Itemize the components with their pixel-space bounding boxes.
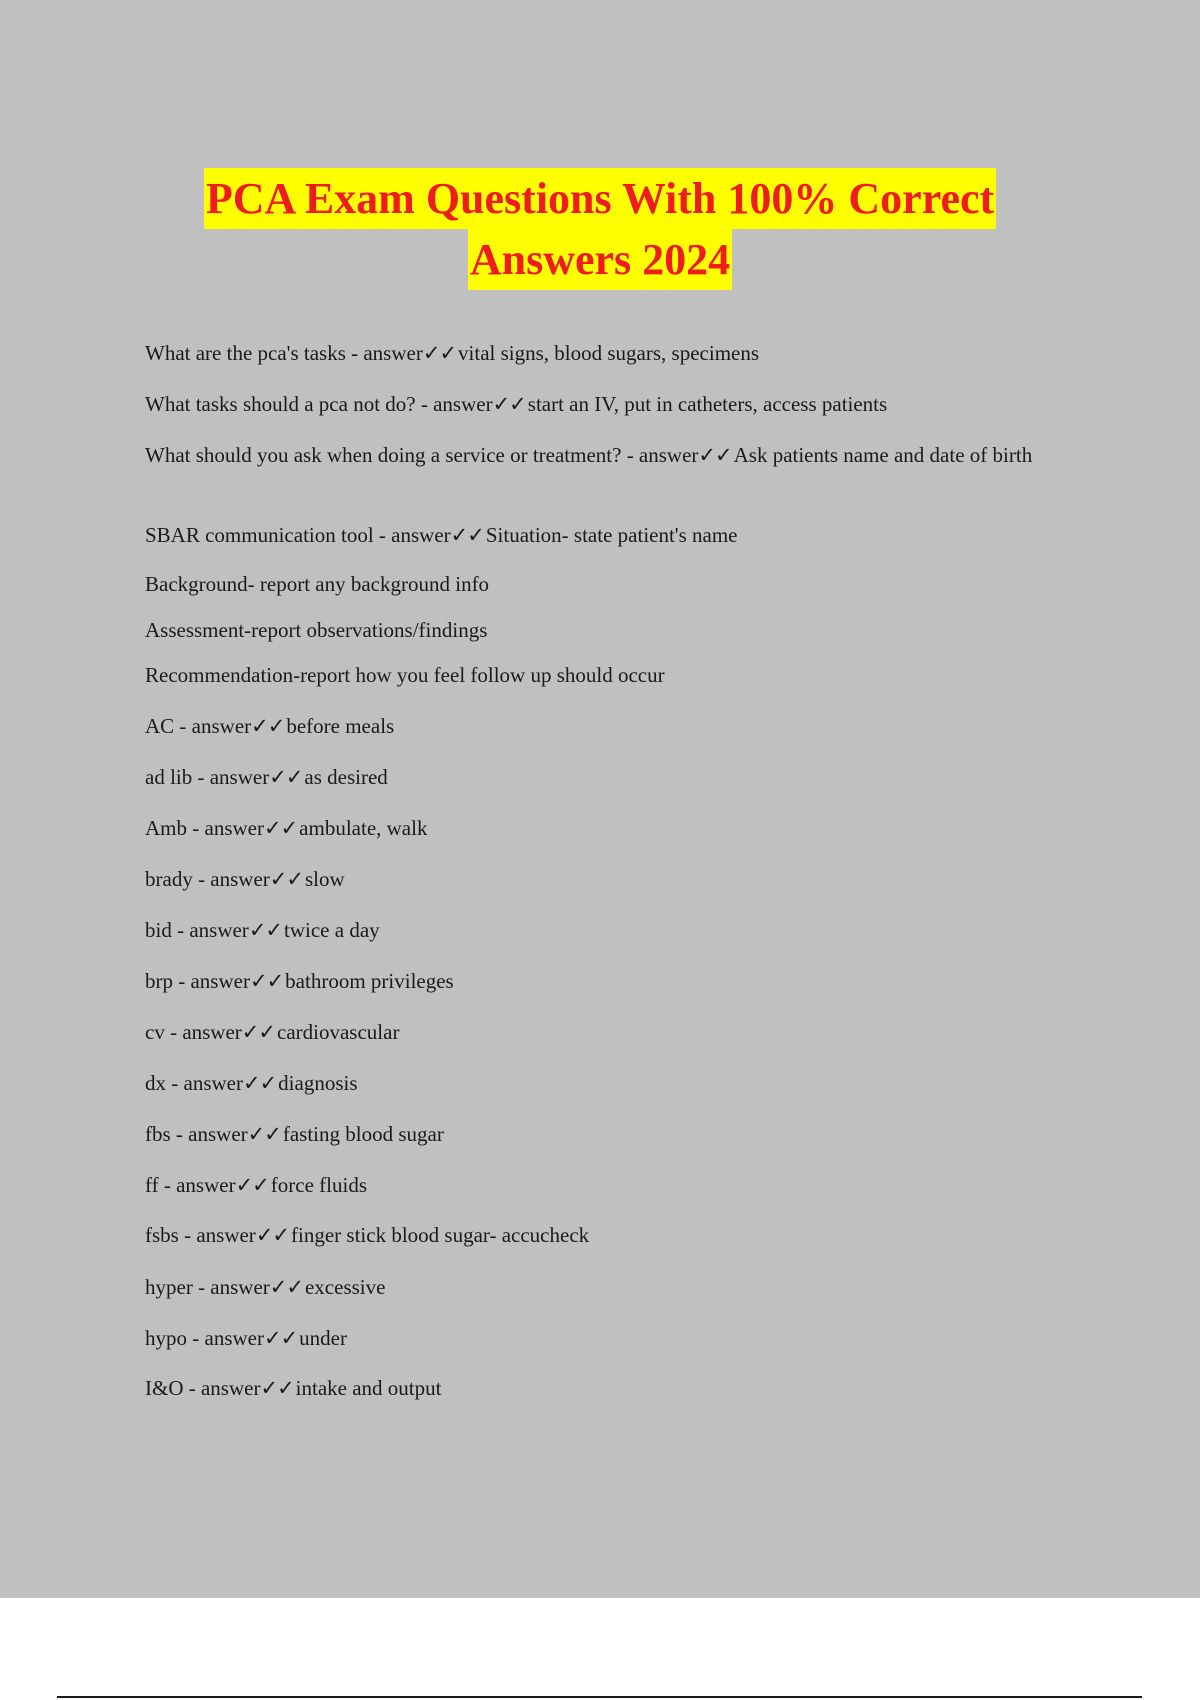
list-item — [145, 813, 1095, 843]
list-item — [145, 1272, 1095, 1302]
double-checkmark-icon: ✓✓ — [492, 392, 526, 416]
double-checkmark-icon: ✓✓ — [251, 714, 285, 738]
double-checkmark-icon: ✓✓ — [263, 816, 298, 840]
double-checkmark-icon: ✓✓ — [422, 341, 457, 365]
double-checkmark-icon: ✓✓ — [269, 1275, 303, 1299]
question-text: Assessment-report observations/findings — [145, 618, 488, 642]
question-text: I&O - answer — [145, 1376, 261, 1400]
question-text: Recommendation-report how you feel follow up should occur — [145, 663, 665, 687]
question-text: brp - answer — [145, 969, 250, 993]
double-checkmark-icon: ✓✓ — [249, 969, 284, 993]
question-text: What tasks should a pca not do? - answer — [145, 392, 493, 416]
list-item — [145, 440, 1095, 470]
double-checkmark-icon: ✓✓ — [269, 765, 303, 789]
double-checkmark-icon: ✓✓ — [450, 523, 484, 547]
answer-text: twice a day — [284, 918, 380, 942]
double-checkmark-icon: ✓✓ — [263, 1326, 298, 1350]
question-text: AC - answer — [145, 714, 252, 738]
answer-text: ambulate, walk — [299, 816, 428, 840]
question-text: brady - answer — [145, 867, 270, 891]
double-checkmark-icon: ✓✓ — [241, 1020, 275, 1044]
question-text: SBAR communication tool - answer — [145, 523, 451, 547]
question-text: bid - answer — [145, 918, 249, 942]
list-item — [145, 711, 1095, 741]
question-text: hypo - answer — [145, 1326, 264, 1350]
question-text: Background- report any background info — [145, 572, 490, 596]
double-checkmark-icon: ✓✓ — [698, 443, 732, 467]
answer-text: intake and output — [295, 1376, 442, 1400]
question-text: What should you ask when doing a service or treatment? - answer — [145, 443, 699, 467]
document-title — [0, 168, 1200, 290]
list-item — [145, 1220, 1095, 1250]
double-checkmark-icon: ✓✓ — [255, 1223, 290, 1247]
question-text: ad lib - answer — [145, 765, 270, 789]
list-item — [145, 389, 1095, 419]
title-line-2: Answers 2024 — [468, 229, 732, 290]
list-item — [145, 762, 1095, 792]
question-text: dx - answer — [145, 1071, 243, 1095]
double-checkmark-icon: ✓✓ — [247, 1122, 281, 1146]
question-text: fbs - answer — [145, 1122, 248, 1146]
answer-text: Ask patients name and date of birth — [733, 443, 1033, 467]
answer-text: as desired — [304, 765, 388, 789]
double-checkmark-icon: ✓✓ — [248, 918, 283, 942]
question-text: What are the pca's tasks - answer — [145, 341, 423, 365]
footer-divider — [57, 1696, 1142, 1698]
list-item — [145, 520, 1095, 550]
double-checkmark-icon: ✓✓ — [242, 1071, 277, 1095]
list-item — [145, 1017, 1095, 1047]
answer-text: cardiovascular — [277, 1020, 400, 1044]
list-item — [145, 966, 1095, 996]
answer-text: finger stick blood sugar- accucheck — [291, 1223, 590, 1247]
list-item — [145, 1373, 1095, 1403]
list-item — [145, 1170, 1095, 1200]
list-item — [145, 615, 1095, 645]
answer-text: start an IV, put in catheters, access patients — [527, 392, 888, 416]
title-line-1: PCA Exam Questions With 100% Correct — [204, 168, 996, 229]
question-text: hyper - answer — [145, 1275, 270, 1299]
answer-text: Situation- state patient's name — [485, 523, 738, 547]
answer-text: before meals — [286, 714, 395, 738]
answer-text: excessive — [304, 1275, 386, 1299]
answer-text: bathroom privileges — [285, 969, 454, 993]
question-text: ff - answer — [145, 1173, 236, 1197]
list-item — [145, 915, 1095, 945]
list-item — [145, 1119, 1095, 1149]
double-checkmark-icon: ✓✓ — [269, 867, 303, 891]
question-text: Amb - answer — [145, 816, 264, 840]
answer-text: slow — [304, 867, 345, 891]
double-checkmark-icon: ✓✓ — [260, 1376, 294, 1400]
list-item — [145, 660, 1095, 690]
answer-text: diagnosis — [278, 1071, 358, 1095]
list-item — [145, 1068, 1095, 1098]
list-item — [145, 569, 1095, 599]
question-text: cv - answer — [145, 1020, 242, 1044]
answer-text: force fluids — [270, 1173, 367, 1197]
question-text: fsbs - answer — [145, 1223, 256, 1247]
double-checkmark-icon: ✓✓ — [235, 1173, 269, 1197]
answer-text: under — [299, 1326, 347, 1350]
answer-text: fasting blood sugar — [282, 1122, 444, 1146]
list-item — [145, 1323, 1095, 1353]
list-item — [145, 338, 1095, 368]
answer-text: vital signs, blood sugars, specimens — [458, 341, 760, 365]
list-item — [145, 864, 1095, 894]
